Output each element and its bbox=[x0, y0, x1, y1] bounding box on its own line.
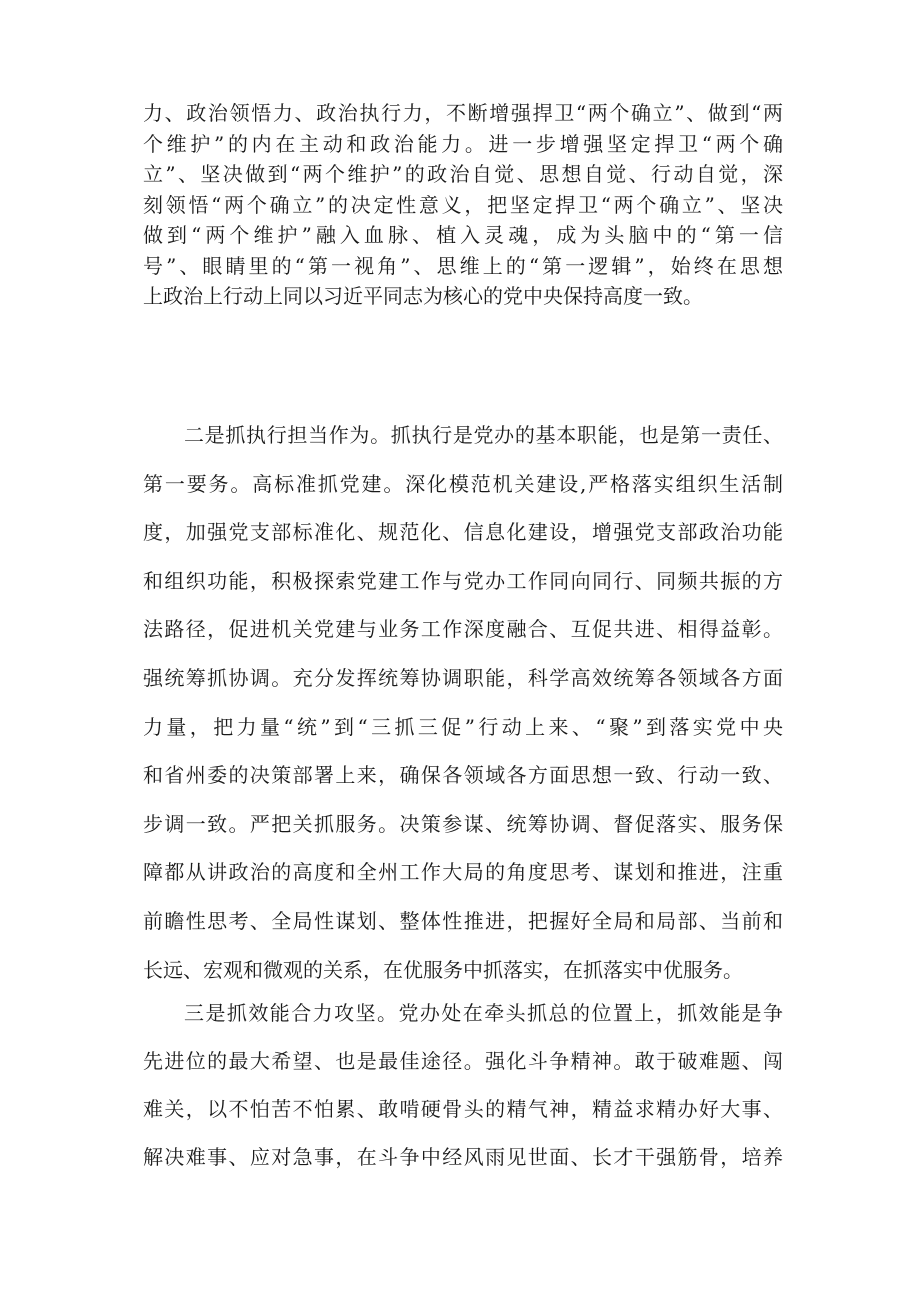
text-line: 号”、眼睛里的“第一视角”、思维上的“第一逻辑”，始终在思想 bbox=[143, 253, 783, 278]
text-line: 做到“两个维护”融入血脉、植入灵魂，成为头脑中的“第一信 bbox=[143, 223, 783, 247]
text-line: 力、政治领悟力、政治执行力，不断增强捍卫“两个确立”、做到“两 bbox=[143, 101, 783, 125]
text-line: 强统筹抓协调。充分发挥统筹协调职能，科学高效统筹各领域各方面 bbox=[143, 665, 783, 690]
text-line: 先进位的最大希望、也是最佳途径。强化斗争精神。敢于破难题、闯 bbox=[143, 1049, 783, 1073]
text-line: 个维护”的内在主动和政治能力。进一步增强坚定捍卫“两个确 bbox=[143, 131, 783, 156]
text-line: 第一要务。高标准抓党建。深化模范机关建设,严格落实组织生活制 bbox=[143, 471, 783, 496]
text-line: 上政治上行动上同以习近平同志为核心的党中央保持高度一致。 bbox=[143, 284, 703, 308]
text-line: 长远、宏观和微观的关系，在优服务中抓落实，在抓落实中优服务。 bbox=[143, 957, 743, 982]
text-line: 和省州委的决策部署上来，确保各领域各方面思想一致、行动一致、 bbox=[143, 763, 783, 788]
paragraph-efficiency bbox=[143, 989, 783, 1181]
text-line: 刻领悟“两个确立”的决定性意义，把坚定捍卫“两个确立”、坚决 bbox=[143, 192, 783, 217]
text-line: 难关，以不怕苦不怕累、敢啃硬骨头的精气神，精益求精办好大事、 bbox=[143, 1097, 783, 1121]
text-line: 度，加强党支部标准化、规范化、信息化建设，增强党支部政治功能 bbox=[143, 520, 783, 545]
paragraph-execution bbox=[143, 411, 783, 994]
text-line: 步调一致。严把关抓服务。决策参谋、统筹协调、督促落实、服务保 bbox=[143, 811, 783, 836]
text-line: 前瞻性思考、全局性谋划、整体性推进，把握好全局和局部、当前和 bbox=[143, 908, 783, 933]
text-line: 二是抓执行担当作为。抓执行是党办的基本职能，也是第一责任、 bbox=[184, 423, 783, 447]
text-line: 和组织功能，积极探索党建工作与党办工作同向同行、同频共振的方 bbox=[143, 568, 783, 593]
text-line: 三是抓效能合力攻坚。党办处在牵头抓总的位置上，抓效能是争 bbox=[184, 1001, 783, 1025]
paragraph-political-capability bbox=[143, 98, 783, 312]
text-line: 障都从讲政治的高度和全州工作大局的角度思考、谋划和推进，注重 bbox=[143, 860, 783, 885]
text-line: 力量，把力量“统”到“三抓三促”行动上来、“聚”到落实党中央 bbox=[143, 714, 783, 739]
text-line: 解决难事、应对急事，在斗争中经风雨见世面、长才干强筋骨，培养 bbox=[143, 1145, 783, 1169]
text-line: 立”、坚决做到“两个维护”的政治自觉、思想自觉、行动自觉，深 bbox=[143, 162, 783, 186]
text-line: 法路径，促进机关党建与业务工作深度融合、互促共进、相得益彰。 bbox=[143, 617, 783, 642]
